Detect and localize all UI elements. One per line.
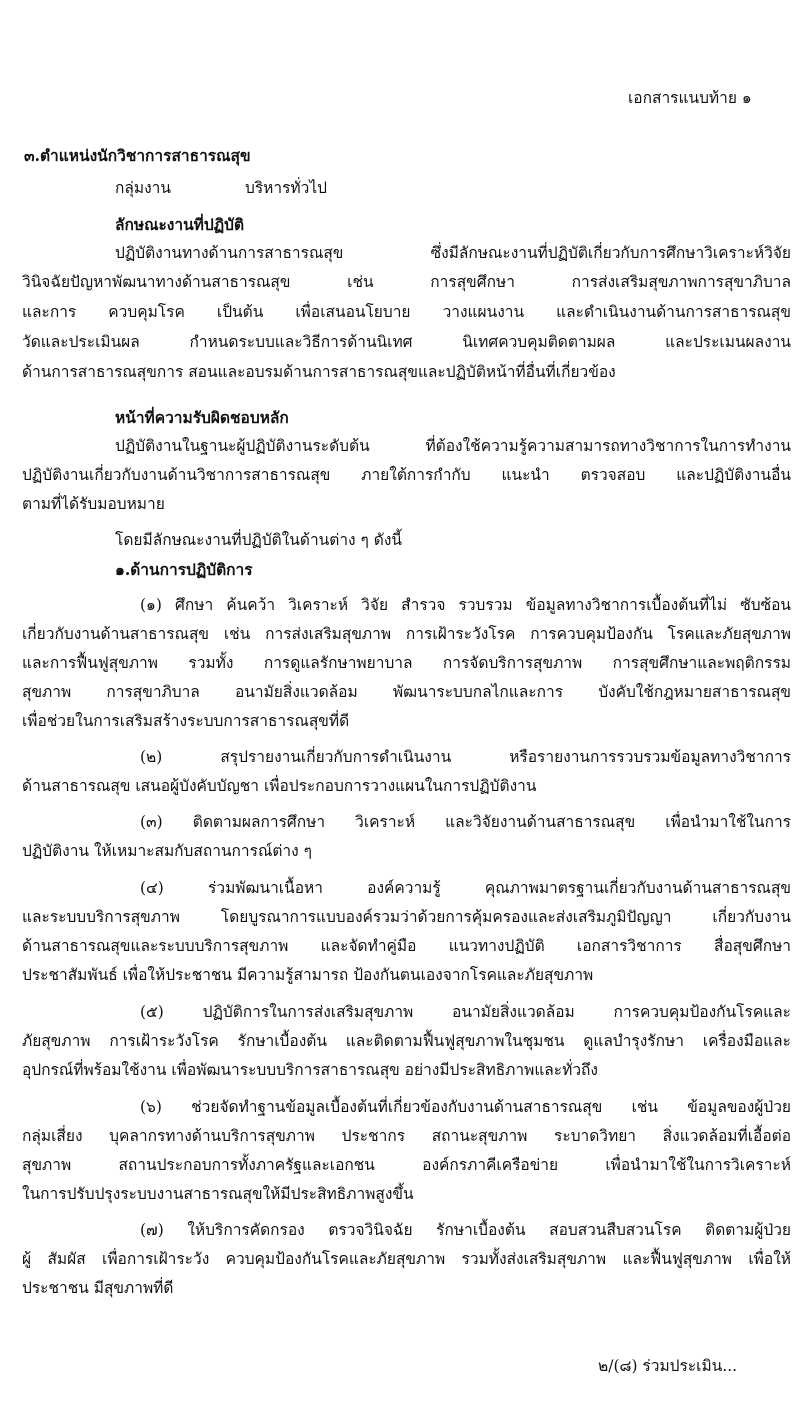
job-characteristics-line: วินิจฉัยปัญหาพัฒนาทางด้านสาธารณสุข เช่น การสุขศึกษา การส่งเสริมสุขภาพการสุขาภิบาล [22, 273, 791, 291]
section1-item-line: เกี่ยวกับงานด้านสาธารณสุข เช่น การส่งเสริมสุขภาพ การเฝ้าระวังโรค การควบคุมป้องกัน โรคและภัยสุขภาพ [22, 625, 791, 643]
job-characteristics-line: ด้านการสาธารณสุขการ สอนและอบรมด้านการสาธารณสุขและปฏิบัติหน้าที่อื่นที่เกี่ยวข้อง [22, 363, 616, 381]
main-duties-line: ปฏิบัติงานเกี่ยวกับงานด้านวิชาการสาธารณสุข ภายใต้การกำกับ แนะนำ ตรวจสอบ และปฏิบัติงานอื่น [22, 466, 791, 484]
section1-item-line: และระบบบริการสุขภาพ โดยบูรณาการแบบองค์รวมว่าด้วยการคุ้มครองและส่งเสริมภูมิปัญญา เกี่ยวกับงาน [22, 908, 791, 926]
group-label: กลุ่มงาน [115, 179, 171, 197]
section1-item-line: ประชาชน มีสุขภาพที่ดี [22, 1279, 174, 1297]
section1-item-line: สุขภาพ การสุขาภิบาล อนามัยสิ่งแวดล้อม พัฒนาระบบกลไกและการ บังคับใช้กฎหมายสาธารณสุข [22, 683, 791, 701]
job-characteristics-line: และการ ควบคุมโรค เป็นต้น เพื่อเสนอนโยบาย วางแผนงาน และดำเนินงานด้านการสาธารณสุข [22, 303, 791, 321]
attachment-label: เอกสารแนบท้าย ๑ [628, 89, 752, 107]
job-characteristics-line: วัดและประเมินผล กำหนดระบบและวิธีการด้านนิเทศ นิเทศควบคุมติดตามผล และประเมนผลงาน [22, 333, 791, 351]
section1-item-line: และการฟื้นฟูสุขภาพ รวมทั้ง การดูแลรักษาพยาบาล การจัดบริการสุขภาพ การสุขศึกษาและพฤติกรรม [22, 654, 791, 672]
section1-item-line: (๗) ให้บริการคัดกรอง ตรวจวินิจฉัย รักษาเบื้องต้น สอบสวนสืบสวนโรค ติดตามผู้ป่วย [140, 1221, 791, 1239]
main-duties-intro: โดยมีลักษณะงานที่ปฏิบัติในด้านต่าง ๆ ดังนี้ [115, 531, 403, 549]
document-title: ๓.ตำแหน่งนักวิชาการสาธารณสุข [24, 146, 251, 165]
section1-item-line: ประชาสัมพันธ์ เพื่อให้ประชาชน มีความรู้สามารถ ป้องกันตนเองจากโรคและภัยสุขภาพ [22, 966, 594, 984]
section1-item-line: เพื่อช่วยในการเสริมสร้างระบบการสาธารณสุขที่ดี [22, 712, 350, 730]
section1-item-line: (๑) ศึกษา ค้นคว้า วิเคราะห์ วิจัย สำรวจ รวบรวม ข้อมูลทางวิชาการเบื้องต้นที่ไม่ ซับซ้อน [140, 596, 791, 614]
job-characteristics-line: ปฏิบัติงานทางด้านการสาธารณสุข ซึ่งมีลักษณะงานที่ปฏิบัติเกี่ยวกับการศึกษาวิเคราะห์วิจัย [115, 244, 791, 262]
section1-heading: ๑.ด้านการปฏิบัติการ [115, 560, 253, 579]
section1-item-line: สุขภาพ สถานประกอบการทั้งภาครัฐและเอกชน องค์กรภาคีเครือข่าย เพื่อนำมาใช้ในการวิเคราะห์ [22, 1156, 791, 1174]
section1-item-line: (๕) ปฏิบัติการในการส่งเสริมสุขภาพ อนามัยสิ่งแวดล้อม การควบคุมป้องกันโรคและ [140, 1003, 791, 1021]
main-duties-line: ปฏิบัติงานในฐานะผู้ปฏิบัติงานระดับต้น ที่ต้องใช้ความรู้ความสามารถทางวิชาการในการทำงาน [115, 437, 791, 455]
section1-item-line: ภัยสุขภาพ การเฝ้าระวังโรค รักษาเบื้องต้น และติดตามฟื้นฟูสุขภาพในชุมชน ดูแลบำรุงรักษา เครื่องมือและ [22, 1032, 791, 1050]
section1-item-line: ด้านสาธารณสุขและระบบบริการสุขภาพ และจัดทำคู่มือ แนวทางปฏิบัติ เอกสารวิชาการ สื่อสุขศึกษา [22, 937, 791, 955]
section1-item-line: (๖) ช่วยจัดทำฐานข้อมูลเบื้องต้นที่เกี่ยวข้องกับงานด้านสาธารณสุข เช่น ข้อมูลของผู้ป่วย [140, 1098, 791, 1116]
main-duties-heading: หน้าที่ความรับผิดชอบหลัก [115, 408, 289, 427]
group-value: บริหารทั่วไป [245, 179, 327, 197]
job-characteristics-heading: ลักษณะงานที่ปฏิบัติ [115, 215, 245, 234]
page-continuation: ๒/(๘) ร่วมประเมิน... [598, 1357, 738, 1375]
section1-item-line: (๓) ติดตามผลการศึกษา วิเคราะห์ และวิจัยงานด้านสาธารณสุข เพื่อนำมาใช้ในการ [140, 813, 791, 831]
section1-item-line: ในการปรับปรุงระบบงานสาธารณสุขให้มีประสิทธิภาพสูงขึ้น [22, 1185, 414, 1203]
main-duties-line: ตามที่ได้รับมอบหมาย [22, 495, 165, 513]
section1-item-line: กลุ่มเสี่ยง บุคลากรทางด้านบริการสุขภาพ ประชากร สถานะสุขภาพ ระบาดวิทยา สิ่งแวดล้อมที่เอื้อต่อ [22, 1127, 791, 1145]
section1-item-line: ปฏิบัติงาน ให้เหมาะสมกับสถานการณ์ต่าง ๆ [22, 842, 312, 860]
section1-item-line: (๔) ร่วมพัฒนาเนื้อหา องค์ความรู้ คุณภาพมาตรฐานเกี่ยวกับงานด้านสาธารณสุข [140, 879, 791, 897]
section1-item-line: ด้านสาธารณสุข เสนอผู้บังคับบัญชา เพื่อประกอบการวางแผนในการปฏิบัติงาน [22, 777, 537, 795]
section1-item-line: อุปกรณ์ที่พร้อมใช้งาน เพื่อพัฒนาระบบบริการสาธารณสุข อย่างมีประสิทธิภาพและทั่วถึง [22, 1061, 599, 1079]
section1-item-line: ผู้ สัมผัส เพื่อการเฝ้าระวัง ควบคุมป้องกันโรคและภัยสุขภาพ รวมทั้งส่งเสริมสุขภาพ และฟื้นฟูสุขภาพ เพื่อให้ [22, 1250, 791, 1268]
section1-item-line: (๒) สรุปรายงานเกี่ยวกับการดำเนินงาน หรือรายงานการรวบรวมข้อมูลทางวิชาการ [140, 748, 791, 766]
